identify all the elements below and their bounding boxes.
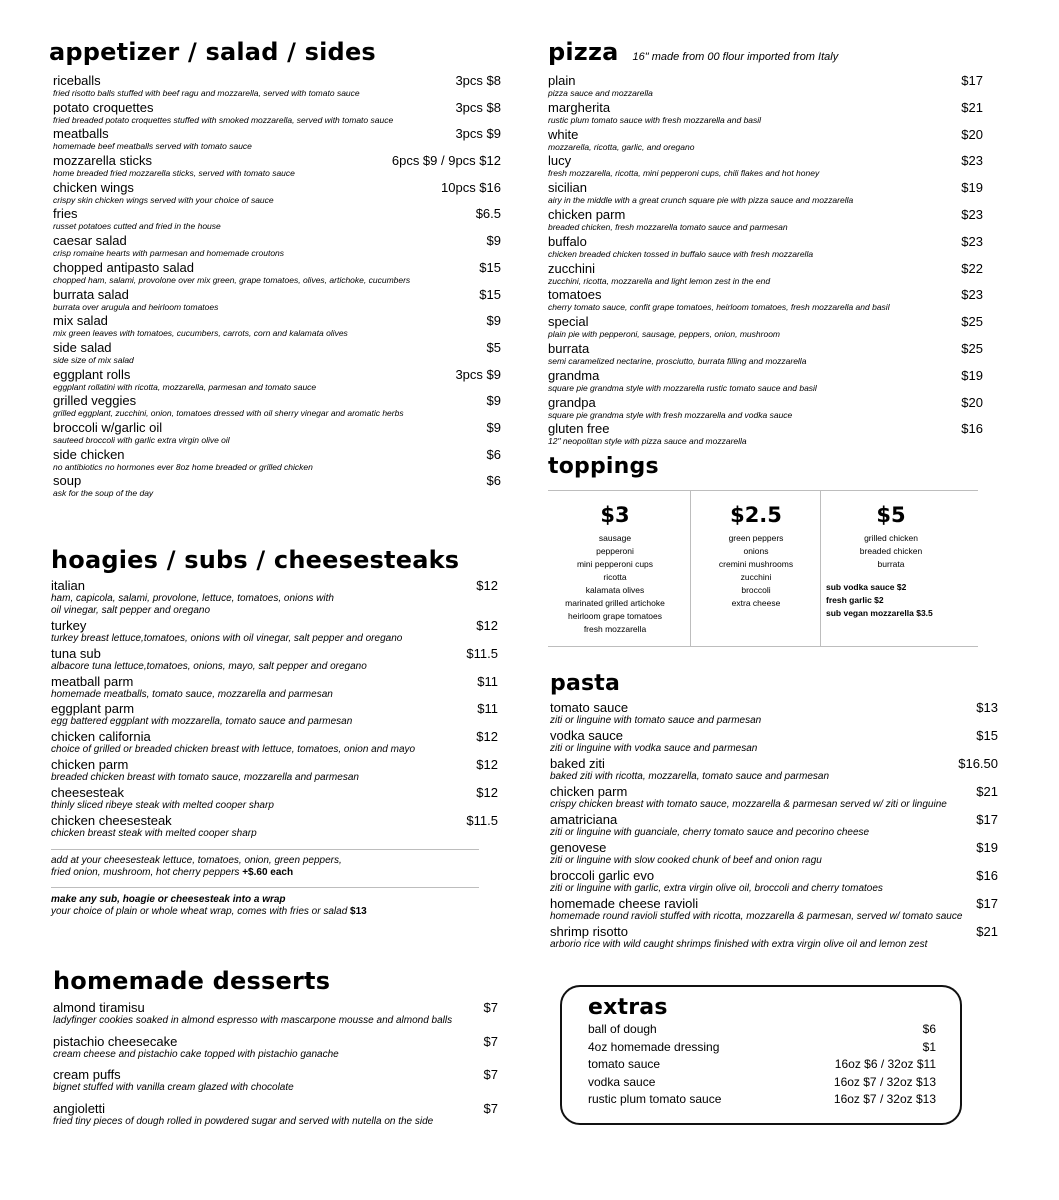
item-name: tuna sub <box>51 645 101 661</box>
item-name: chopped antipasto salad <box>53 259 194 275</box>
item-name: genovese <box>550 840 607 855</box>
item-description: zucchini, ricotta, mozzarella and light lemon zest in the end <box>548 275 771 286</box>
item-price: $6 <box>486 473 501 489</box>
item-price: $23 <box>961 206 983 222</box>
addon-line: add at your cheesesteak lettuce, tomatoes, onion, green peppers, <box>51 855 342 866</box>
topping-extra: fresh garlic $2 <box>826 595 884 605</box>
item-name: lucy <box>548 153 572 169</box>
item-price: 3pcs $9 <box>455 126 501 142</box>
menu-item <box>548 128 983 155</box>
menu-item <box>53 448 501 475</box>
addon-line: fried onion, mushroom, hot cherry peppers <box>51 867 240 878</box>
desserts-heading: homemade desserts <box>53 967 331 995</box>
menu-item <box>51 702 498 730</box>
item-price: $19 <box>961 367 983 383</box>
item-name: burrata salad <box>53 286 129 302</box>
item-description: airy in the middle with a great crunch square pie with pizza sauce and mozzarella <box>548 195 854 206</box>
item-description: ham, capicola, salami, provolone, lettuce, tomatoes, onions with <box>51 593 334 604</box>
item-name: eggplant parm <box>51 701 135 717</box>
menu-item <box>548 235 983 262</box>
menu-item <box>53 1001 498 1035</box>
topping-item: breaded chicken <box>859 546 923 556</box>
item-description: egg battered eggplant with mozzarella, tomato sauce and parmesan <box>51 716 353 728</box>
item-description: bignet stuffed with vanilla cream glazed with chocolate <box>53 1082 294 1094</box>
menu-item <box>53 127 501 154</box>
item-description: fried tiny pieces of dough rolled in powdered sugar and served with nutella on the side <box>53 1116 434 1128</box>
menu-item <box>548 74 983 101</box>
item-description: homemade beef meatballs served with tomato sauce <box>53 141 252 152</box>
item-price: $7 <box>483 1067 498 1083</box>
item-description: mozzarella, ricotta, garlic, and oregano <box>548 141 695 152</box>
topping-item: broccoli <box>741 585 771 595</box>
item-price: $22 <box>961 260 983 276</box>
item-price: $13 <box>976 700 998 715</box>
extras-list <box>588 1021 936 1109</box>
item-name: vodka sauce <box>550 728 623 743</box>
menu-item <box>53 101 501 128</box>
appetizers-heading: appetizer / salad / sides <box>49 38 376 66</box>
item-price: $17 <box>976 812 998 827</box>
topping-item: green peppers <box>728 533 784 543</box>
item-description: chopped ham, salami, provolone over mix green, grape tomatoes, olives, artichoke, cucumbers <box>53 274 411 285</box>
menu-item <box>550 841 998 869</box>
item-name: eggplant rolls <box>53 366 131 382</box>
pasta-heading: pasta <box>550 671 621 696</box>
menu-item <box>53 74 501 101</box>
item-name: chicken parm <box>51 756 129 772</box>
item-name: turkey <box>51 618 87 633</box>
item-name: grandpa <box>548 394 596 410</box>
pizza-header <box>548 38 838 66</box>
extra-price: $1 <box>922 1039 936 1054</box>
hoagies-list <box>51 579 498 841</box>
item-price: $5 <box>486 339 501 355</box>
item-name: fries <box>53 206 78 222</box>
appetizers-list <box>53 74 501 501</box>
extras-row <box>588 1091 936 1109</box>
topping-item: fresh mozzarella <box>583 624 647 634</box>
menu-item <box>548 154 983 181</box>
menu-item <box>53 288 501 315</box>
topping-item: zucchini <box>740 572 772 582</box>
menu-item <box>53 261 501 288</box>
topping-item: onions <box>743 546 769 556</box>
item-name: chicken parm <box>550 784 628 799</box>
item-name: potato croquettes <box>53 99 154 115</box>
extra-name: 4oz homemade dressing <box>588 1039 720 1054</box>
item-price: $23 <box>961 287 983 303</box>
item-description: mix green leaves with tomatoes, cucumbers, carrots, corn and kalamata olives <box>53 328 348 339</box>
item-name: meatballs <box>53 126 109 142</box>
topping-price: $3 <box>600 503 630 527</box>
item-description: grilled eggplant, zucchini, onion, tomatoes dressed with oil sherry vinegar and aromatic herbs <box>53 408 404 419</box>
item-price: $11.5 <box>466 812 498 828</box>
item-description: russet potatoes cutted and fried in the house <box>53 221 221 232</box>
addon-price: +$.60 each <box>242 867 294 878</box>
item-name: riceballs <box>53 73 101 88</box>
menu-item <box>53 1068 498 1102</box>
column-divider <box>690 490 691 646</box>
menu-item <box>548 396 983 423</box>
item-price: $16.50 <box>958 756 998 771</box>
item-price: $11.5 <box>466 645 498 661</box>
item-name: baked ziti <box>550 756 605 771</box>
menu-item <box>51 786 498 814</box>
wrap-description: your choice of plain or whole wheat wrap, comes with fries or salad <box>51 906 348 917</box>
item-price: $17 <box>961 73 983 88</box>
extras-row <box>588 1056 936 1074</box>
item-price: $21 <box>976 924 998 939</box>
topping-item: cremini mushrooms <box>718 559 794 569</box>
item-price: $9 <box>486 233 501 249</box>
divider <box>548 646 978 647</box>
item-name: grandma <box>548 367 600 383</box>
item-price: $19 <box>961 180 983 196</box>
item-description: no antibiotics no hormones ever 8oz home breaded or grilled chicken <box>53 461 313 472</box>
extras-row <box>588 1039 936 1057</box>
menu-item <box>53 1035 498 1069</box>
menu-item <box>550 785 998 813</box>
topping-item: extra cheese <box>731 598 781 608</box>
item-name: broccoli garlic evo <box>550 868 655 883</box>
item-price: $25 <box>961 314 983 330</box>
topping-item: mini pepperoni cups <box>576 559 654 569</box>
item-price: $12 <box>476 578 498 593</box>
menu-item <box>548 315 983 342</box>
topping-extra: sub vegan mozzarella $3.5 <box>826 608 933 618</box>
item-name: side chicken <box>53 446 125 462</box>
menu-item <box>550 757 998 785</box>
addon-note <box>51 855 342 879</box>
item-name: tomato sauce <box>550 700 629 715</box>
wrap-price: $13 <box>350 906 367 917</box>
divider <box>51 887 479 888</box>
menu-item <box>53 341 501 368</box>
wrap-note <box>51 894 367 918</box>
extras-box <box>560 985 962 1125</box>
item-name: margherita <box>548 99 611 115</box>
item-name: side salad <box>53 339 112 355</box>
item-description: chicken breaded chicken tossed in buffalo sauce with fresh mozzarella <box>548 248 814 259</box>
item-description: thinly sliced ribeye steak with melted cooper sharp <box>51 799 274 811</box>
item-description: turkey breast lettuce,tomatoes, onions with oil vinegar, salt pepper and oregano <box>51 633 403 644</box>
item-description: square pie grandma style with fresh mozzarella and vodka sauce <box>548 409 793 420</box>
menu-item <box>53 1102 498 1136</box>
item-description: chicken breast steak with melted cooper sharp <box>51 827 257 839</box>
item-price: $16 <box>961 421 983 437</box>
item-description: ask for the soup of the day <box>53 488 154 499</box>
divider <box>51 849 479 850</box>
menu-item <box>548 422 983 449</box>
toppings-col-2-5 <box>694 502 818 610</box>
topping-item: burrata <box>877 559 905 569</box>
menu-item <box>548 288 983 315</box>
pizza-list <box>548 74 983 449</box>
item-price: $17 <box>976 896 998 911</box>
item-price: $21 <box>961 99 983 115</box>
item-name: chicken parm <box>548 206 626 222</box>
item-name: chicken wings <box>53 179 134 195</box>
item-name: homemade cheese ravioli <box>550 896 699 911</box>
item-description: rustic plum tomato sauce with fresh mozzarella and basil <box>548 114 762 125</box>
menu-item <box>51 619 498 647</box>
item-price: $7 <box>483 1101 498 1117</box>
item-description: crispy chicken breast with tomato sauce, mozzarella & parmesan served w/ ziti or linguine <box>550 799 947 810</box>
divider <box>548 490 978 491</box>
menu-item <box>550 897 998 925</box>
pizza-heading: pizza <box>548 38 619 66</box>
topping-item: kalamata olives <box>585 585 645 595</box>
item-price: $21 <box>976 784 998 799</box>
item-price: $15 <box>976 728 998 743</box>
item-description: sauteed broccoli with garlic extra virgin olive oil <box>53 434 230 445</box>
item-description: ziti or linguine with tomato sauce and parmesan <box>550 715 762 726</box>
item-name: broccoli w/garlic oil <box>53 419 163 435</box>
item-description: fried breaded potato croquettes stuffed with smoked mozzarella, served with tomato sauce <box>53 114 394 125</box>
item-description: baked ziti with ricotta, mozzarella, tomato sauce and parmesan <box>550 771 830 782</box>
menu-item <box>51 758 498 786</box>
item-name: amatriciana <box>550 812 618 827</box>
item-description: 12" neopolitan style with pizza sauce and mozzarella <box>548 436 747 447</box>
item-name: sicilian <box>548 180 588 196</box>
menu-item <box>550 701 998 729</box>
item-description: ziti or linguine with slow cooked chunk of beef and onion ragu <box>550 855 822 866</box>
item-price: 6pcs $9 / 9pcs $12 <box>391 153 501 169</box>
extra-price: 16oz $7 / 32oz $13 <box>833 1092 936 1106</box>
item-price: $12 <box>476 618 498 633</box>
pasta-list <box>550 701 998 953</box>
item-price: $20 <box>961 126 983 142</box>
item-name: gluten free <box>548 421 610 437</box>
item-description: crisp romaine hearts with parmesan and homemade croutons <box>53 248 285 259</box>
item-description: cherry tomato sauce, confit grape tomatoes, heirloom tomatoes, fresh mozzarella and basil <box>548 302 890 313</box>
item-price: $15 <box>479 259 501 275</box>
menu-item <box>53 207 501 234</box>
menu-item <box>51 579 498 619</box>
hoagies-heading: hoagies / subs / cheesesteaks <box>51 546 460 574</box>
menu-item <box>548 181 983 208</box>
item-price: $12 <box>476 756 498 772</box>
item-price: $15 <box>479 286 501 302</box>
item-price: 3pcs $9 <box>455 366 501 382</box>
item-name: almond tiramisu <box>53 1000 145 1015</box>
item-description: crispy skin chicken wings served with your choice of sauce <box>53 194 274 205</box>
pizza-subtitle: 16" made from 00 flour imported from Italy <box>632 51 839 63</box>
topping-extra: sub vodka sauce $2 <box>826 582 907 592</box>
item-price: $9 <box>486 313 501 329</box>
extra-name: vodka sauce <box>588 1074 656 1089</box>
item-description: breaded chicken breast with tomato sauce, mozzarella and parmesan <box>51 771 359 783</box>
item-name: grilled veggies <box>53 393 137 409</box>
item-name: cheesesteak <box>51 784 124 800</box>
extras-row <box>588 1021 936 1039</box>
item-name: meatball parm <box>51 673 134 689</box>
item-description: albacore tuna lettuce,tomatoes, onions, mayo, salt pepper and oregano <box>51 660 367 672</box>
item-description: square pie grandma style with mozzarella rustic tomato sauce and basil <box>548 382 817 393</box>
menu-item <box>51 647 498 675</box>
item-name: mozzarella sticks <box>53 153 152 169</box>
item-price: $19 <box>976 840 998 855</box>
item-price: $16 <box>976 868 998 883</box>
item-description: oil vinegar, salt pepper and oregano <box>51 605 211 616</box>
item-description: arborio rice with wild caught shrimps finished with extra virgin olive oil and lemon zest <box>550 939 928 950</box>
extra-name: ball of dough <box>588 1022 657 1036</box>
extra-price: 16oz $7 / 32oz $13 <box>833 1074 936 1089</box>
menu-item <box>548 101 983 128</box>
item-description: ziti or linguine with vodka sauce and parmesan <box>550 743 758 754</box>
item-name: special <box>548 314 589 330</box>
menu-item <box>548 369 983 396</box>
menu-item <box>53 421 501 448</box>
item-name: shrimp risotto <box>550 924 629 939</box>
topping-item: marinated grilled artichoke <box>565 598 665 608</box>
item-name: mix salad <box>53 313 108 329</box>
item-name: cream puffs <box>53 1067 121 1083</box>
item-name: caesar salad <box>53 233 127 249</box>
desserts-list <box>53 1001 498 1136</box>
topping-item: heirloom grape tomatoes <box>567 611 663 621</box>
item-price: $20 <box>961 394 983 410</box>
topping-item: ricotta <box>603 572 627 582</box>
topping-price: $2.5 <box>730 503 782 527</box>
item-price: 3pcs $8 <box>455 99 501 115</box>
item-price: $7 <box>483 1033 498 1049</box>
item-price: 3pcs $8 <box>455 73 501 88</box>
item-price: $12 <box>476 729 498 745</box>
item-description: eggplant rollatini with ricotta, mozzarella, parmesan and tomato sauce <box>53 381 317 392</box>
menu-item <box>550 729 998 757</box>
toppings-heading: toppings <box>548 454 659 479</box>
item-price: $23 <box>961 153 983 169</box>
topping-item: grilled chicken <box>864 533 918 543</box>
item-name: burrata <box>548 340 590 356</box>
item-price: 10pcs $16 <box>441 179 501 195</box>
menu-item <box>51 730 498 758</box>
extra-name: tomato sauce <box>588 1057 661 1071</box>
menu-item <box>548 262 983 289</box>
extra-price: 16oz $6 / 32oz $11 <box>834 1057 936 1071</box>
menu-item <box>51 675 498 703</box>
menu-item <box>550 813 998 841</box>
topping-price: $5 <box>876 503 906 527</box>
item-name: soup <box>53 473 82 489</box>
item-description: ladyfinger cookies soaked in almond espresso with mascarpone mousse and almond balls <box>53 1015 453 1026</box>
column-divider <box>820 490 821 646</box>
item-description: burrata over arugula and heirloom tomatoes <box>53 301 219 312</box>
item-description: breaded chicken, fresh mozzarella tomato sauce and parmesan <box>548 221 788 232</box>
extra-price: $6 <box>922 1022 936 1036</box>
item-description: homemade meatballs, tomato sauce, mozzarella and parmesan <box>51 688 333 700</box>
item-description: fried risotto balls stuffed with beef ragu and mozzarella, served with tomato sauce <box>53 88 360 98</box>
item-description: homemade round ravioli stuffed with ricotta, mozzarella & parmesan, served w/ tomato sauce <box>550 911 963 922</box>
item-name: italian <box>51 578 85 593</box>
menu-item <box>548 342 983 369</box>
item-price: $12 <box>476 784 498 800</box>
menu-item <box>51 814 498 842</box>
item-description: pizza sauce and mozzarella <box>548 88 653 98</box>
item-price: $11 <box>477 673 498 689</box>
menu-item <box>53 181 501 208</box>
item-price: $7 <box>483 1000 498 1015</box>
item-description: side size of mix salad <box>53 354 134 365</box>
menu-item <box>550 869 998 897</box>
item-name: chicken california <box>51 729 151 745</box>
item-description: home breaded fried mozzarella sticks, served with tomato sauce <box>53 168 295 179</box>
item-description: fresh mozzarella, ricotta, mini pepperoni cups, chili flakes and hot honey <box>548 168 820 179</box>
extras-heading: extras <box>588 995 668 1020</box>
menu-item <box>53 368 501 395</box>
item-name: zucchini <box>548 260 595 276</box>
item-name: pistachio cheesecake <box>53 1033 178 1049</box>
item-name: plain <box>548 73 576 88</box>
item-name: white <box>548 126 579 142</box>
item-name: angioletti <box>53 1101 106 1117</box>
menu-item <box>53 314 501 341</box>
item-description: ziti or linguine with guanciale, cherry tomato sauce and pecorino cheese <box>550 827 870 838</box>
item-name: buffalo <box>548 233 587 249</box>
item-description: plain pie with pepperoni, sausage, peppers, onion, mushroom <box>548 329 781 340</box>
item-price: $23 <box>961 233 983 249</box>
menu-item <box>53 394 501 421</box>
menu-item <box>53 474 501 501</box>
item-price: $11 <box>477 701 498 717</box>
topping-item: pepperoni <box>596 546 634 556</box>
item-price: $9 <box>486 393 501 409</box>
toppings-col-5 <box>826 502 956 620</box>
wrap-title: make any sub, hoagie or cheesesteak into a wrap <box>51 894 286 905</box>
item-description: cream cheese and pistachio cake topped with pistachio ganache <box>53 1048 339 1060</box>
item-name: tomatoes <box>548 287 602 303</box>
menu-item <box>548 208 983 235</box>
item-price: $25 <box>961 340 983 356</box>
extra-name: rustic plum tomato sauce <box>588 1092 722 1106</box>
item-description: choice of grilled or breaded chicken breast with lettuce, tomatoes, onion and mayo <box>51 744 416 756</box>
item-price: $6 <box>486 446 501 462</box>
item-price: $6.5 <box>475 206 501 222</box>
menu-item <box>53 154 501 181</box>
toppings-col-3 <box>548 502 682 636</box>
topping-item: sausage <box>598 533 632 543</box>
menu-item <box>550 925 998 953</box>
item-description: ziti or linguine with garlic, extra virgin olive oil, broccoli and cherry tomatoes <box>550 883 883 894</box>
extras-row <box>588 1074 936 1092</box>
item-description: semi caramelized nectarine, prosciutto, burrata filling and mozzarella <box>548 355 807 366</box>
item-price: $9 <box>486 419 501 435</box>
menu-item <box>53 234 501 261</box>
item-name: chicken cheesesteak <box>51 812 172 828</box>
